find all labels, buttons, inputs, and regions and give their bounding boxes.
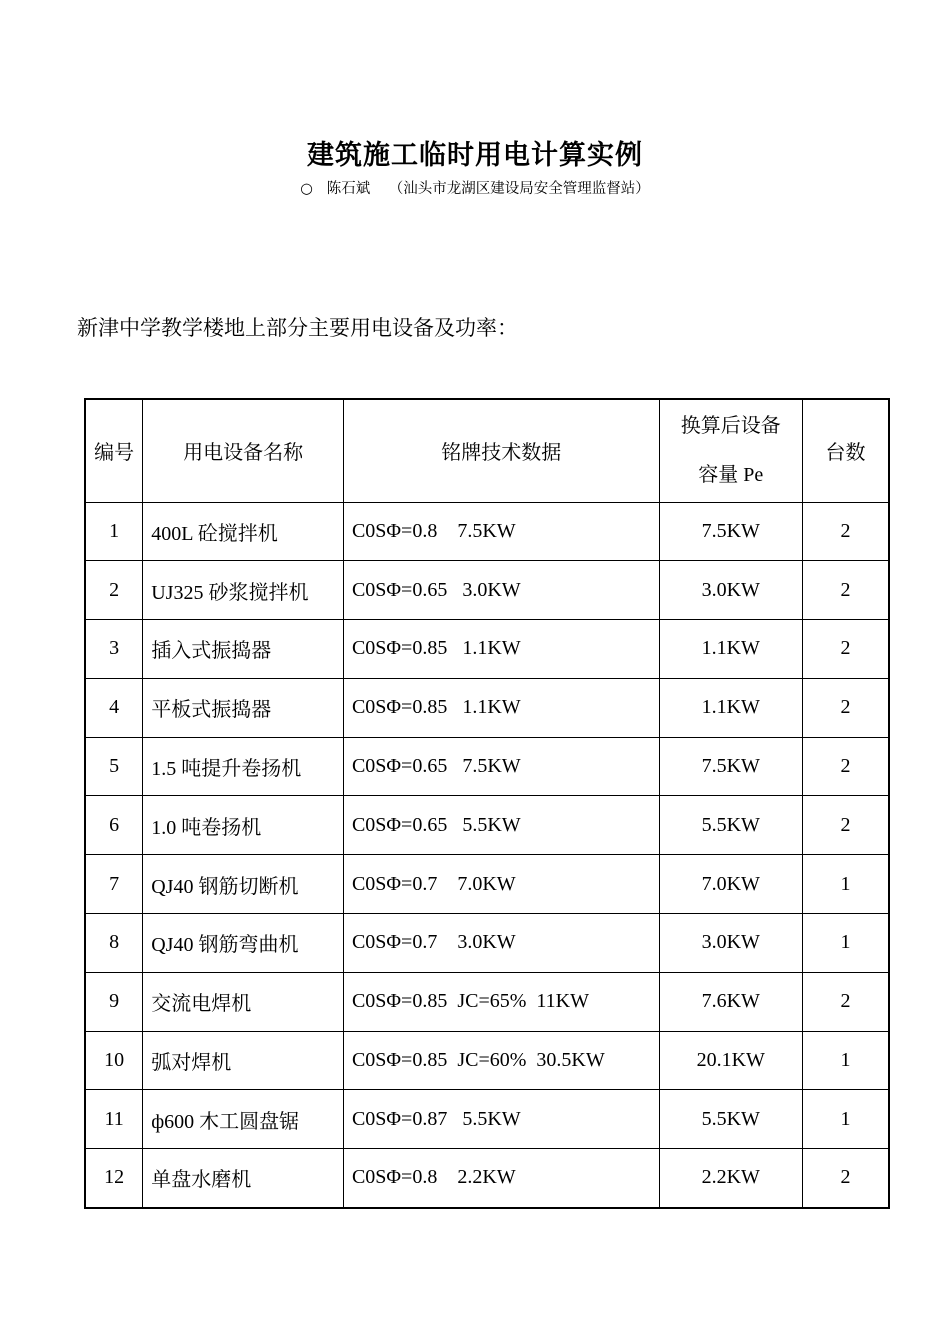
cell-number: 1 xyxy=(85,502,143,561)
table-header-row xyxy=(85,399,889,502)
cell-equipment-name: 平板式振捣器 xyxy=(143,678,344,737)
cell-quantity: 2 xyxy=(802,972,889,1031)
header-nameplate-data: 铭牌技术数据 xyxy=(343,399,659,502)
page-title: 建筑施工临时用电计算实例 xyxy=(307,140,643,171)
header-capacity-line2: 容量 Pe xyxy=(698,463,764,486)
cell-converted-capacity: 1.1KW xyxy=(659,678,802,737)
header-capacity-line1: 换算后设备 xyxy=(680,414,781,437)
table-row xyxy=(85,561,889,620)
cell-equipment-name: 弧对焊机 xyxy=(143,1031,344,1090)
table-row xyxy=(85,1031,889,1090)
header-converted-capacity xyxy=(659,399,802,502)
cell-converted-capacity: 3.0KW xyxy=(659,561,802,620)
equipment-table xyxy=(84,398,890,1209)
cell-quantity: 1 xyxy=(802,1031,889,1090)
cell-nameplate-data: C0SΦ=0.65 5.5KW xyxy=(343,796,659,855)
cell-quantity: 2 xyxy=(802,678,889,737)
cell-quantity: 2 xyxy=(802,561,889,620)
cell-number: 2 xyxy=(85,561,143,620)
cell-converted-capacity: 20.1KW xyxy=(659,1031,802,1090)
cell-equipment-name: ф600 木工圆盘锯 xyxy=(143,1090,344,1149)
table-row xyxy=(85,502,889,561)
cell-number: 12 xyxy=(85,1149,143,1208)
cell-converted-capacity: 7.5KW xyxy=(659,737,802,796)
cell-converted-capacity: 7.6KW xyxy=(659,972,802,1031)
table-row xyxy=(85,620,889,679)
cell-nameplate-data: C0SΦ=0.8 7.5KW xyxy=(343,502,659,561)
cell-equipment-name: QJ40 钢筋弯曲机 xyxy=(143,914,344,973)
table-row xyxy=(85,1149,889,1208)
cell-number: 11 xyxy=(85,1090,143,1149)
cell-number: 9 xyxy=(85,972,143,1031)
cell-quantity: 2 xyxy=(802,502,889,561)
cell-number: 4 xyxy=(85,678,143,737)
cell-converted-capacity: 2.2KW xyxy=(659,1149,802,1208)
cell-equipment-name: 400L 砼搅拌机 xyxy=(143,502,344,561)
cell-nameplate-data: C0SΦ=0.85 JC=65% 11KW xyxy=(343,972,659,1031)
cell-quantity: 2 xyxy=(802,796,889,855)
cell-equipment-name: QJ40 钢筋切断机 xyxy=(143,855,344,914)
cell-quantity: 2 xyxy=(802,1149,889,1208)
cell-quantity: 1 xyxy=(802,914,889,973)
intro-paragraph: 新津中学教学楼地上部分主要用电设备及功率： xyxy=(77,316,518,340)
table-row xyxy=(85,796,889,855)
cell-nameplate-data: C0SΦ=0.87 5.5KW xyxy=(343,1090,659,1149)
cell-quantity: 1 xyxy=(802,855,889,914)
cell-converted-capacity: 5.5KW xyxy=(659,796,802,855)
cell-equipment-name: 插入式振捣器 xyxy=(143,620,344,679)
cell-nameplate-data: C0SΦ=0.7 7.0KW xyxy=(343,855,659,914)
cell-number: 10 xyxy=(85,1031,143,1090)
header-number: 编号 xyxy=(85,399,143,502)
table-row xyxy=(85,855,889,914)
author-byline: ○ 陈石斌 （汕头市龙湖区建设局安全管理监督站） xyxy=(300,181,650,197)
cell-equipment-name: UJ325 砂浆搅拌机 xyxy=(143,561,344,620)
cell-equipment-name: 交流电焊机 xyxy=(143,972,344,1031)
cell-nameplate-data: C0SΦ=0.65 3.0KW xyxy=(343,561,659,620)
cell-number: 6 xyxy=(85,796,143,855)
table-row xyxy=(85,1090,889,1149)
cell-number: 3 xyxy=(85,620,143,679)
cell-nameplate-data: C0SΦ=0.7 3.0KW xyxy=(343,914,659,973)
cell-converted-capacity: 7.0KW xyxy=(659,855,802,914)
header-quantity: 台数 xyxy=(802,399,889,502)
cell-converted-capacity: 5.5KW xyxy=(659,1090,802,1149)
cell-quantity: 2 xyxy=(802,620,889,679)
cell-nameplate-data: C0SΦ=0.65 7.5KW xyxy=(343,737,659,796)
table-row xyxy=(85,914,889,973)
table-row xyxy=(85,972,889,1031)
cell-number: 5 xyxy=(85,737,143,796)
table-row xyxy=(85,678,889,737)
cell-quantity: 2 xyxy=(802,737,889,796)
cell-quantity: 1 xyxy=(802,1090,889,1149)
cell-equipment-name: 单盘水磨机 xyxy=(143,1149,344,1208)
cell-converted-capacity: 3.0KW xyxy=(659,914,802,973)
cell-number: 8 xyxy=(85,914,143,973)
cell-nameplate-data: C0SΦ=0.85 JC=60% 30.5KW xyxy=(343,1031,659,1090)
cell-converted-capacity: 1.1KW xyxy=(659,620,802,679)
cell-nameplate-data: C0SΦ=0.85 1.1KW xyxy=(343,678,659,737)
table-row xyxy=(85,737,889,796)
cell-equipment-name: 1.5 吨提升卷扬机 xyxy=(143,737,344,796)
cell-nameplate-data: C0SΦ=0.85 1.1KW xyxy=(343,620,659,679)
header-equipment-name: 用电设备名称 xyxy=(143,399,344,502)
cell-number: 7 xyxy=(85,855,143,914)
cell-converted-capacity: 7.5KW xyxy=(659,502,802,561)
cell-nameplate-data: C0SΦ=0.8 2.2KW xyxy=(343,1149,659,1208)
cell-equipment-name: 1.0 吨卷扬机 xyxy=(143,796,344,855)
